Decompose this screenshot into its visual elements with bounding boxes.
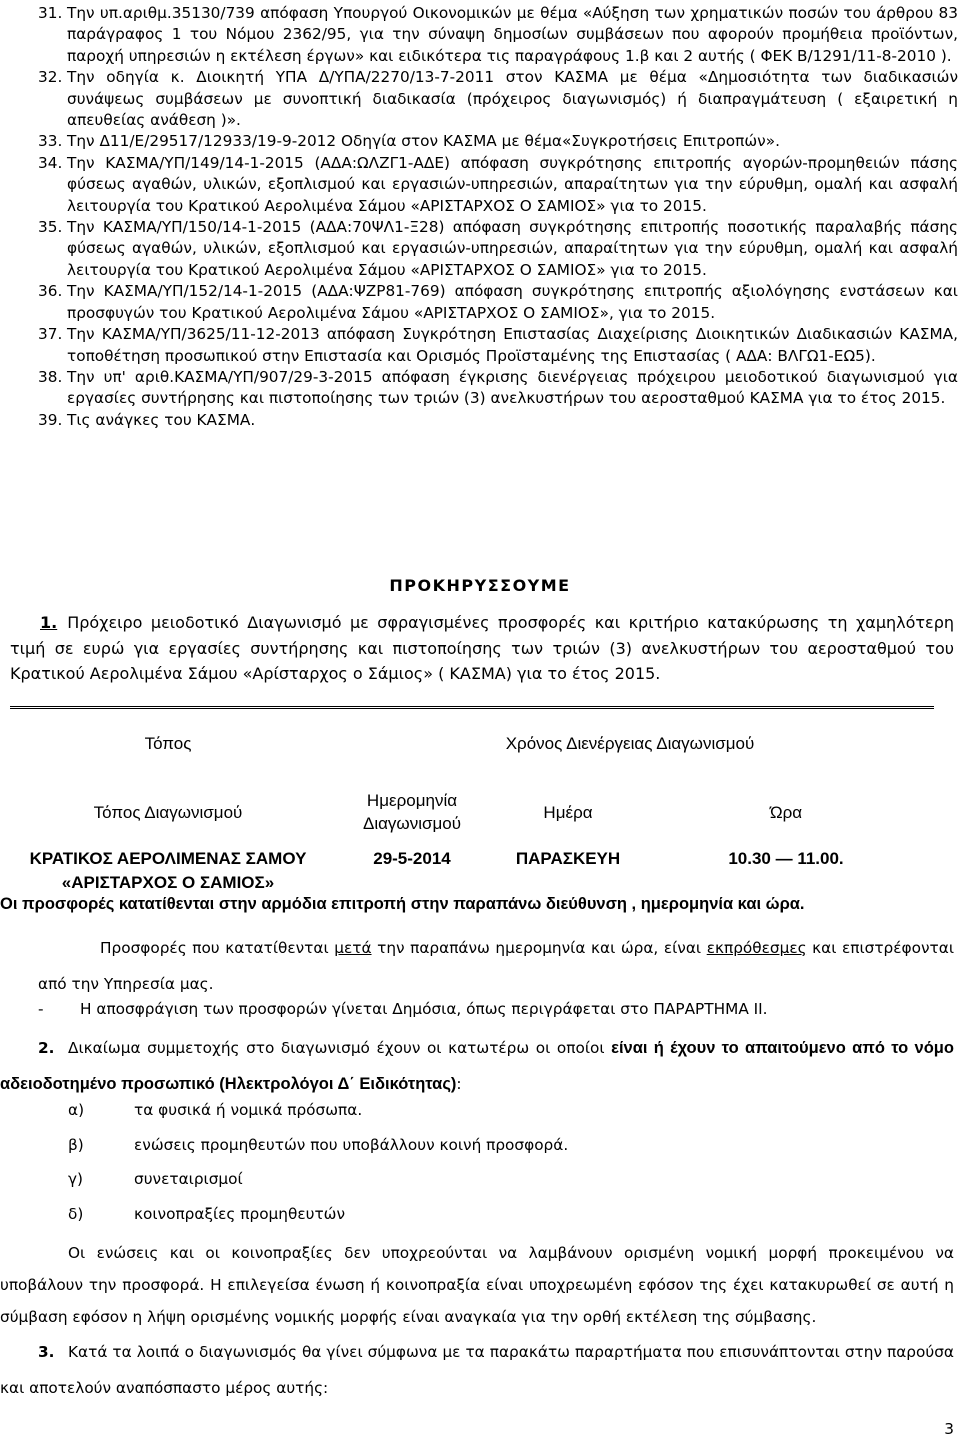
section-text: Κατά τα λοιπά ο διαγωνισμός θα γίνει σύμφωνα με τα παρακάτω παραρτήματα που επισυνάπτονται στην παρούσα και αποτελούν αναπόσπαστο μέρος αυτής: bbox=[0, 1343, 954, 1397]
row-location-line1: ΚΡΑΤΙΚΟΣ ΑΕΡΟΛΙΜΕΝΑΣ ΣΑΜΟΥ bbox=[29, 849, 307, 868]
late-offers-part1: Προσφορές που κατατίθενται bbox=[100, 939, 329, 957]
section-number: 3. bbox=[38, 1343, 55, 1361]
considerations-list bbox=[38, 3, 958, 431]
item-text: κοινοπραξίες προμηθευτών bbox=[134, 1205, 346, 1223]
subheader-date-line2: Διαγωνισμού bbox=[362, 814, 462, 833]
subheader-hour: Ώρα bbox=[769, 802, 803, 822]
item-text: Την ΚΑΣΜΑ/ΥΠ/149/14-1-2015 (ΑΔΑ:ΩΛΖΓ1-ΑΔΕ) απόφαση συγκρότησης επιτροπής αγορών-προμηθειών πάσης φύσεως αγαθών, υλικών, εξοπλισμού και εργασιών-υπηρεσιών, απαραίτητων για την εύρυθμη, ομαλή και ασφαλή λειτουργία του Κρατικού Αερολιμένα Σάμου «ΑΡΙΣΤΑΡΧΟΣ Ο ΣΑΜΙΟΣ» για το 2015. bbox=[67, 153, 958, 215]
item-letter: α) bbox=[68, 1101, 85, 1119]
item-number: 37. bbox=[38, 325, 63, 344]
late-offers-after: μετά bbox=[334, 939, 372, 957]
item-text: ενώσεις προμηθευτών που υποβάλλουν κοινή προσφορά. bbox=[134, 1136, 569, 1154]
list-item bbox=[68, 1101, 362, 1119]
subheader-date bbox=[326, 779, 498, 845]
list-item bbox=[38, 367, 958, 410]
row-location-line2: «ΑΡΙΣΤΑΡΧΟΣ Ο ΣΑΜΙΟΣ» bbox=[61, 873, 275, 892]
page-number: 3 bbox=[944, 1420, 954, 1438]
opening-notice bbox=[38, 1000, 768, 1018]
item-letter: δ) bbox=[68, 1205, 84, 1223]
list-item bbox=[68, 1136, 568, 1154]
list-item bbox=[38, 281, 958, 324]
list-item bbox=[38, 67, 958, 131]
header-time: Χρόνος Διενέργειας Διαγωνισμού bbox=[326, 708, 934, 780]
section-number: 1. bbox=[40, 613, 58, 632]
item-text: Την ΚΑΣΜΑ/ΥΠ/152/14-1-2015 (ΑΔΑ:ΨΖΡ81-769) απόφαση συγκρότησης επιτροπής αξιολόγησης ενστάσεων και προσφυγών του Κρατικού Αερολιμένα Σάμου «ΑΡΙΣΤΑΡΧΟΣ Ο ΣΑΜΙΟΣ», για το 2015. bbox=[67, 282, 958, 322]
section-2-paragraph bbox=[0, 1030, 954, 1102]
item-text: Την υπ.αριθμ.35130/739 απόφαση Υπουργού Οικονομικών με θέμα «Αύξηση των χρηματικών ποσών του άρθρου 83 παράγραφος 1 του Νόμου 2362/95, για την σύναψη δημοσίων συμβάσεων που αφορούν προμήθεια προϊόντων, παροχή υπηρεσιών η εκτέλεση έργων» και ειδικότερα τις παραγράφους 1.β και 2 αυτής ( ΦΕΚ Β/1291/11-8-2010 ). bbox=[67, 4, 958, 65]
table-subheader-row bbox=[10, 779, 934, 845]
subheader-date-line1: Ημερομηνία bbox=[366, 791, 458, 810]
table-row bbox=[10, 845, 934, 895]
list-item bbox=[68, 1205, 345, 1223]
item-number: 34. bbox=[38, 153, 63, 172]
list-item bbox=[38, 410, 958, 431]
list-item bbox=[68, 1170, 243, 1188]
item-number: 36. bbox=[38, 282, 63, 301]
item-text: Τις ανάγκες του ΚΑΣΜΑ. bbox=[67, 410, 256, 429]
row-location bbox=[10, 845, 326, 895]
subheader-day: Ημέρα bbox=[543, 802, 593, 822]
section-3-paragraph bbox=[0, 1334, 954, 1406]
section-bold-text: είναι ή έχουν το απαιτούμενο από το νόμο αδειοδοτημένο προσωπικό (Ηλεκτρολόγοι Δ΄ Ειδικότητας) bbox=[0, 1039, 954, 1093]
subheader-location: Τόπος Διαγωνισμού bbox=[93, 802, 243, 822]
list-item bbox=[38, 131, 958, 152]
list-item bbox=[38, 324, 958, 367]
item-number: 33. bbox=[38, 132, 63, 151]
item-number: 39. bbox=[38, 410, 63, 429]
list-item bbox=[38, 217, 958, 281]
section-text: Δικαίωμα συμμετοχής στο διαγωνισμό έχουν οι κατωτέρω οι οποίοι bbox=[68, 1039, 605, 1057]
item-text: Την υπ' αριθ.ΚΑΣΜΑ/ΥΠ/907/29-3-2015 απόφαση έγκρισης διενέργειας πρόχειρου μειοδοτικού διαγωνισμού για εργασίες συντήρησης και πιστοποίησης των τριών (3) ανελκυστήρων του αεροσταθμού ΚΑΣΜΑ για το έτος 2015. bbox=[67, 367, 958, 408]
dash-bullet: - bbox=[38, 1000, 44, 1018]
late-offers-paragraph bbox=[38, 930, 954, 1002]
section-end: : bbox=[456, 1075, 462, 1093]
unions-paragraph: Οι ενώσεις και οι κοινοπραξίες δεν υποχρεούνται να λαμβάνουν ορισμένη νομική μορφή προκειμένου να υποβάλουν την προσφορά. Η επιλεγείσα ένωση ή κοινοπραξία είναι υποχρεωμένη εφόσον της έχει κατακυρωθεί σε αυτή η σύμβαση εφόσον η λήψη ορισμένης νομικής μορφής είναι αναγκαία για την ορθή εκτέλεση της σύμβασης. bbox=[0, 1244, 954, 1326]
item-text: Την ΚΑΣΜΑ/ΥΠ/3625/11-12-2013 απόφαση Συγκρότηση Επιστασίας Διαχείρισης Διοικητικών Διαδικασιών ΚΑΣΜΑ, τοποθέτηση προσωπικού στην Επιστασία και Ορισμός Προϊσταμένης της Επιστασίας ( ΑΔΑ: ΒΛΓΩ1-ΕΩ5). bbox=[67, 325, 958, 365]
table-header-row bbox=[10, 708, 934, 780]
list-item bbox=[38, 3, 958, 67]
item-number: 35. bbox=[38, 218, 63, 237]
row-date: 29-5-2014 bbox=[373, 849, 451, 868]
proclamation-heading: ΠΡΟΚΗΡΥΣΣΟΥΜΕ bbox=[389, 576, 571, 595]
tender-schedule-table bbox=[10, 706, 934, 895]
list-item bbox=[38, 153, 958, 217]
row-day: ΠΑΡΑΣΚΕΥΗ bbox=[515, 849, 621, 868]
item-number: 32. bbox=[38, 68, 63, 87]
late-offers-late: εκπρόθεσμες bbox=[706, 939, 807, 957]
item-text: τα φυσικά ή νομικά πρόσωπα. bbox=[134, 1101, 363, 1119]
item-number: 38. bbox=[38, 367, 63, 386]
item-text: Την οδηγία κ. Διοικητή ΥΠΑ Δ/ΥΠΑ/2270/13-7-2011 στον ΚΑΣΜΑ με θέμα «Δημοσιότητα των διαδικασιών συνάψεως συμβάσεων με συνοπτική διαδικασία (πρόχειρος διαγωνισμός) ή διαπραγμάτευση ( εξαιρετική η απευθείας ανάθεση )». bbox=[67, 68, 958, 130]
opening-notice-text: Η αποσφράγιση των προσφορών γίνεται Δημόσια, όπως περιγράφεται στο ΠΑΡΑΡΤΗΜΑ ΙΙ. bbox=[80, 1000, 768, 1018]
item-letter: γ) bbox=[68, 1170, 84, 1188]
late-offers-part2: την παραπάνω ημερομηνία και ώρα, είναι bbox=[377, 939, 702, 957]
offers-notice: Οι προσφορές κατατίθενται στην αρμόδια επιτροπή στην παραπάνω διεύθυνση , ημερομηνία και ώρα. bbox=[0, 895, 805, 913]
item-letter: β) bbox=[68, 1136, 84, 1154]
item-text: συνεταιρισμοί bbox=[134, 1170, 243, 1188]
row-hour: 10.30 — 11.00. bbox=[728, 849, 844, 868]
section-1-paragraph bbox=[10, 610, 954, 687]
item-number: 31. bbox=[38, 4, 63, 22]
late-offers-part3: και επιστρέφονται από την Υπηρεσία μας. bbox=[38, 939, 954, 993]
header-location: Τόπος bbox=[10, 708, 326, 780]
item-text: Την ΚΑΣΜΑ/ΥΠ/150/14-1-2015 (ΑΔΑ:70ΨΛ1-Ξ28) απόφαση συγκρότησης επιτροπής ποσοτικής παραλαβής πάσης φύσεως αγαθών, υλικών, εξοπλισμού και εργασιών-υπηρεσιών, απαραίτητων για την εύρυθμη, ομαλή και ασφαλή λειτουργία του Κρατικού Αερολιμένα Σάμου «ΑΡΙΣΤΑΡΧΟΣ Ο ΣΑΜΙΟΣ» για το 2015. bbox=[67, 218, 958, 279]
section-text: Πρόχειρο μειοδοτικό Διαγωνισμό με σφραγισμένες προσφορές και κριτήριο κατακύρωσης τη χαμηλότερη τιμή σε ευρώ για εργασίες συντήρησης και πιστοποίησης των τριών (3) ανελκυστήρων του αεροσταθμού του Κρατικού Αερολιμένα Σάμου «Αρίσταρχος ο Σάμιος» ( ΚΑΣΜΑ) για το έτος 2015. bbox=[10, 613, 954, 683]
section-number: 2. bbox=[38, 1039, 55, 1057]
item-text: Την Δ11/Ε/29517/12933/19-9-2012 Οδηγία στον ΚΑΣΜΑ με θέμα«Συγκροτήσεις Επιτροπών». bbox=[67, 132, 780, 151]
